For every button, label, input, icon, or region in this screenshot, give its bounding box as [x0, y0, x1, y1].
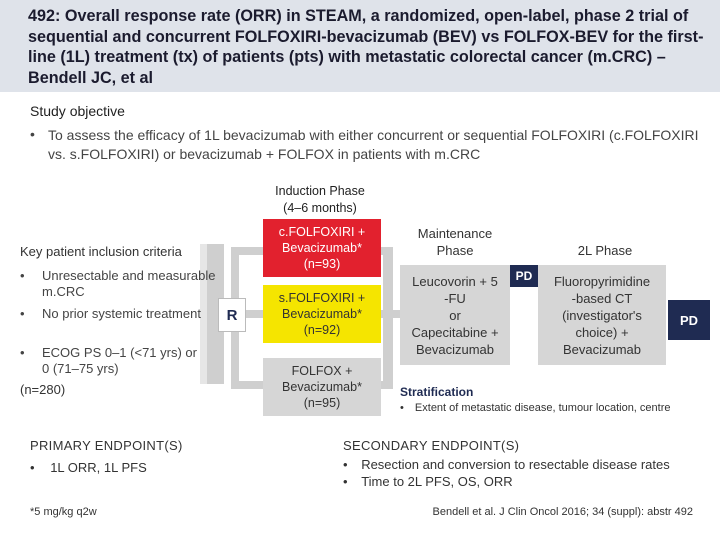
arm-1-line3: (n=93): [303, 257, 341, 271]
maintenance-line: Leucovorin + 5: [412, 273, 498, 289]
arm-2-line1: s.FOLFOXIRI +: [278, 291, 366, 305]
criteria-bullet: •: [20, 306, 25, 321]
stratification-text: Extent of metastatic disease, tumour location, centre: [414, 402, 671, 414]
primary-endpoint-heading: PRIMARY ENDPOINT(S): [30, 438, 183, 453]
secondary-text-1: Resection and conversion to resectable disease rates: [361, 457, 670, 472]
criteria-item-3: ECOG PS 0–1 (<71 yrs) or 0 (71–75 yrs): [42, 345, 197, 376]
criteria-bullet: •: [20, 268, 25, 283]
secondary-endpoint-item: [343, 474, 513, 489]
second-line-box: [538, 265, 666, 365]
citation: Bendell et al. J Clin Oncol 2016; 34 (suppl): abstr 492: [432, 506, 693, 518]
second-line-line: Fluoropyrimidine: [553, 273, 651, 289]
primary-endpoint-item: [30, 460, 147, 475]
primary-text: 1L ORR, 1L PFS: [50, 460, 147, 475]
criteria-item-2: No prior systemic treatment: [42, 306, 201, 321]
maintenance-box: [400, 265, 510, 365]
second-line-line: -based CT: [571, 290, 633, 306]
enrollment-count: (n=280): [20, 382, 66, 397]
second-line-line: Bevacizumab: [562, 341, 642, 357]
maintenance-line: Capecitabine +: [411, 324, 499, 340]
secondary-text-2: Time to 2L PFS, OS, ORR: [361, 474, 513, 489]
arm-1-line2: Bevacizumab*: [282, 241, 362, 255]
pd-badge-2: PD: [668, 300, 710, 340]
footnote: *5 mg/kg q2w: [30, 506, 97, 518]
stratification-bullet: •: [400, 402, 404, 414]
maintenance-title-line2: Phase: [436, 243, 474, 258]
criteria-item: [20, 268, 220, 300]
secondary-endpoint-heading: SECONDARY ENDPOINT(S): [343, 438, 520, 453]
arm-3-line2: Bevacizumab*: [282, 380, 362, 394]
second-line-line: (investigator's: [562, 307, 642, 323]
maintenance-title-line1: Maintenance: [417, 226, 493, 241]
secondary-endpoint-item: [343, 457, 670, 472]
arm-2-line3: (n=92): [303, 323, 341, 337]
criteria-item: [20, 345, 220, 377]
second-line-title: 2L Phase: [577, 243, 633, 258]
arm-2-line2: Bevacizumab*: [282, 307, 362, 321]
arm-1-line1: c.FOLFOXIRI +: [278, 225, 366, 239]
induction-title: Induction Phase: [275, 184, 365, 198]
arm-cfolfoxiri: [263, 219, 381, 277]
page-title: 492: Overall response rate (ORR) in STEAM, a randomized, open-label, phase 2 trial of sequential and concurrent FOLFOXIRI-bevacizumab (BEV) vs FOLFOX-BEV for the first-line (1L) treatment (tx) of patients (pts) with metastatic colorectal cancer (m.CRC) – Bendell JC, et al: [28, 7, 704, 87]
objective-heading: Study objective: [30, 103, 125, 119]
maintenance-line: -FU: [444, 290, 466, 306]
arm-folfox: [263, 358, 381, 416]
criteria-heading: Key patient inclusion criteria: [20, 244, 182, 259]
branch-arm-3: [231, 381, 265, 389]
arm-sfolfoxiri: [263, 285, 381, 343]
objective-text: To assess the efficacy of 1L bevacizumab with either concurrent or sequential FOLFOXIRI (c.FOLFOXIRI vs. s.FOLFOXIRI) or bevacizumab + FOLFOX in patients with m.CRC: [48, 127, 699, 162]
maintenance-phase-title: [400, 225, 510, 259]
stratification-heading: Stratification: [400, 385, 474, 399]
objective-bullet: •: [30, 126, 35, 142]
maintenance-line: or: [449, 307, 461, 323]
pd-badge-1: PD: [510, 265, 538, 287]
branch-arm-1: [231, 247, 265, 255]
primary-bullet: •: [30, 460, 35, 475]
randomization-box: R: [218, 298, 246, 332]
induction-subtitle: (4–6 months): [283, 201, 357, 215]
arm-3-line1: FOLFOX +: [291, 364, 353, 378]
secondary-bullet: •: [343, 474, 348, 489]
criteria-bullet: •: [20, 345, 25, 360]
maintenance-line: Bevacizumab: [415, 341, 495, 357]
second-line-line: choice) +: [575, 324, 629, 340]
stratification-item: [400, 402, 671, 414]
secondary-bullet: •: [343, 457, 348, 472]
arm-3-line3: (n=95): [303, 396, 341, 410]
criteria-item: [20, 306, 220, 338]
criteria-item-1: Unresectable and measurable m.CRC: [42, 268, 216, 299]
induction-phase-title: [250, 183, 390, 217]
